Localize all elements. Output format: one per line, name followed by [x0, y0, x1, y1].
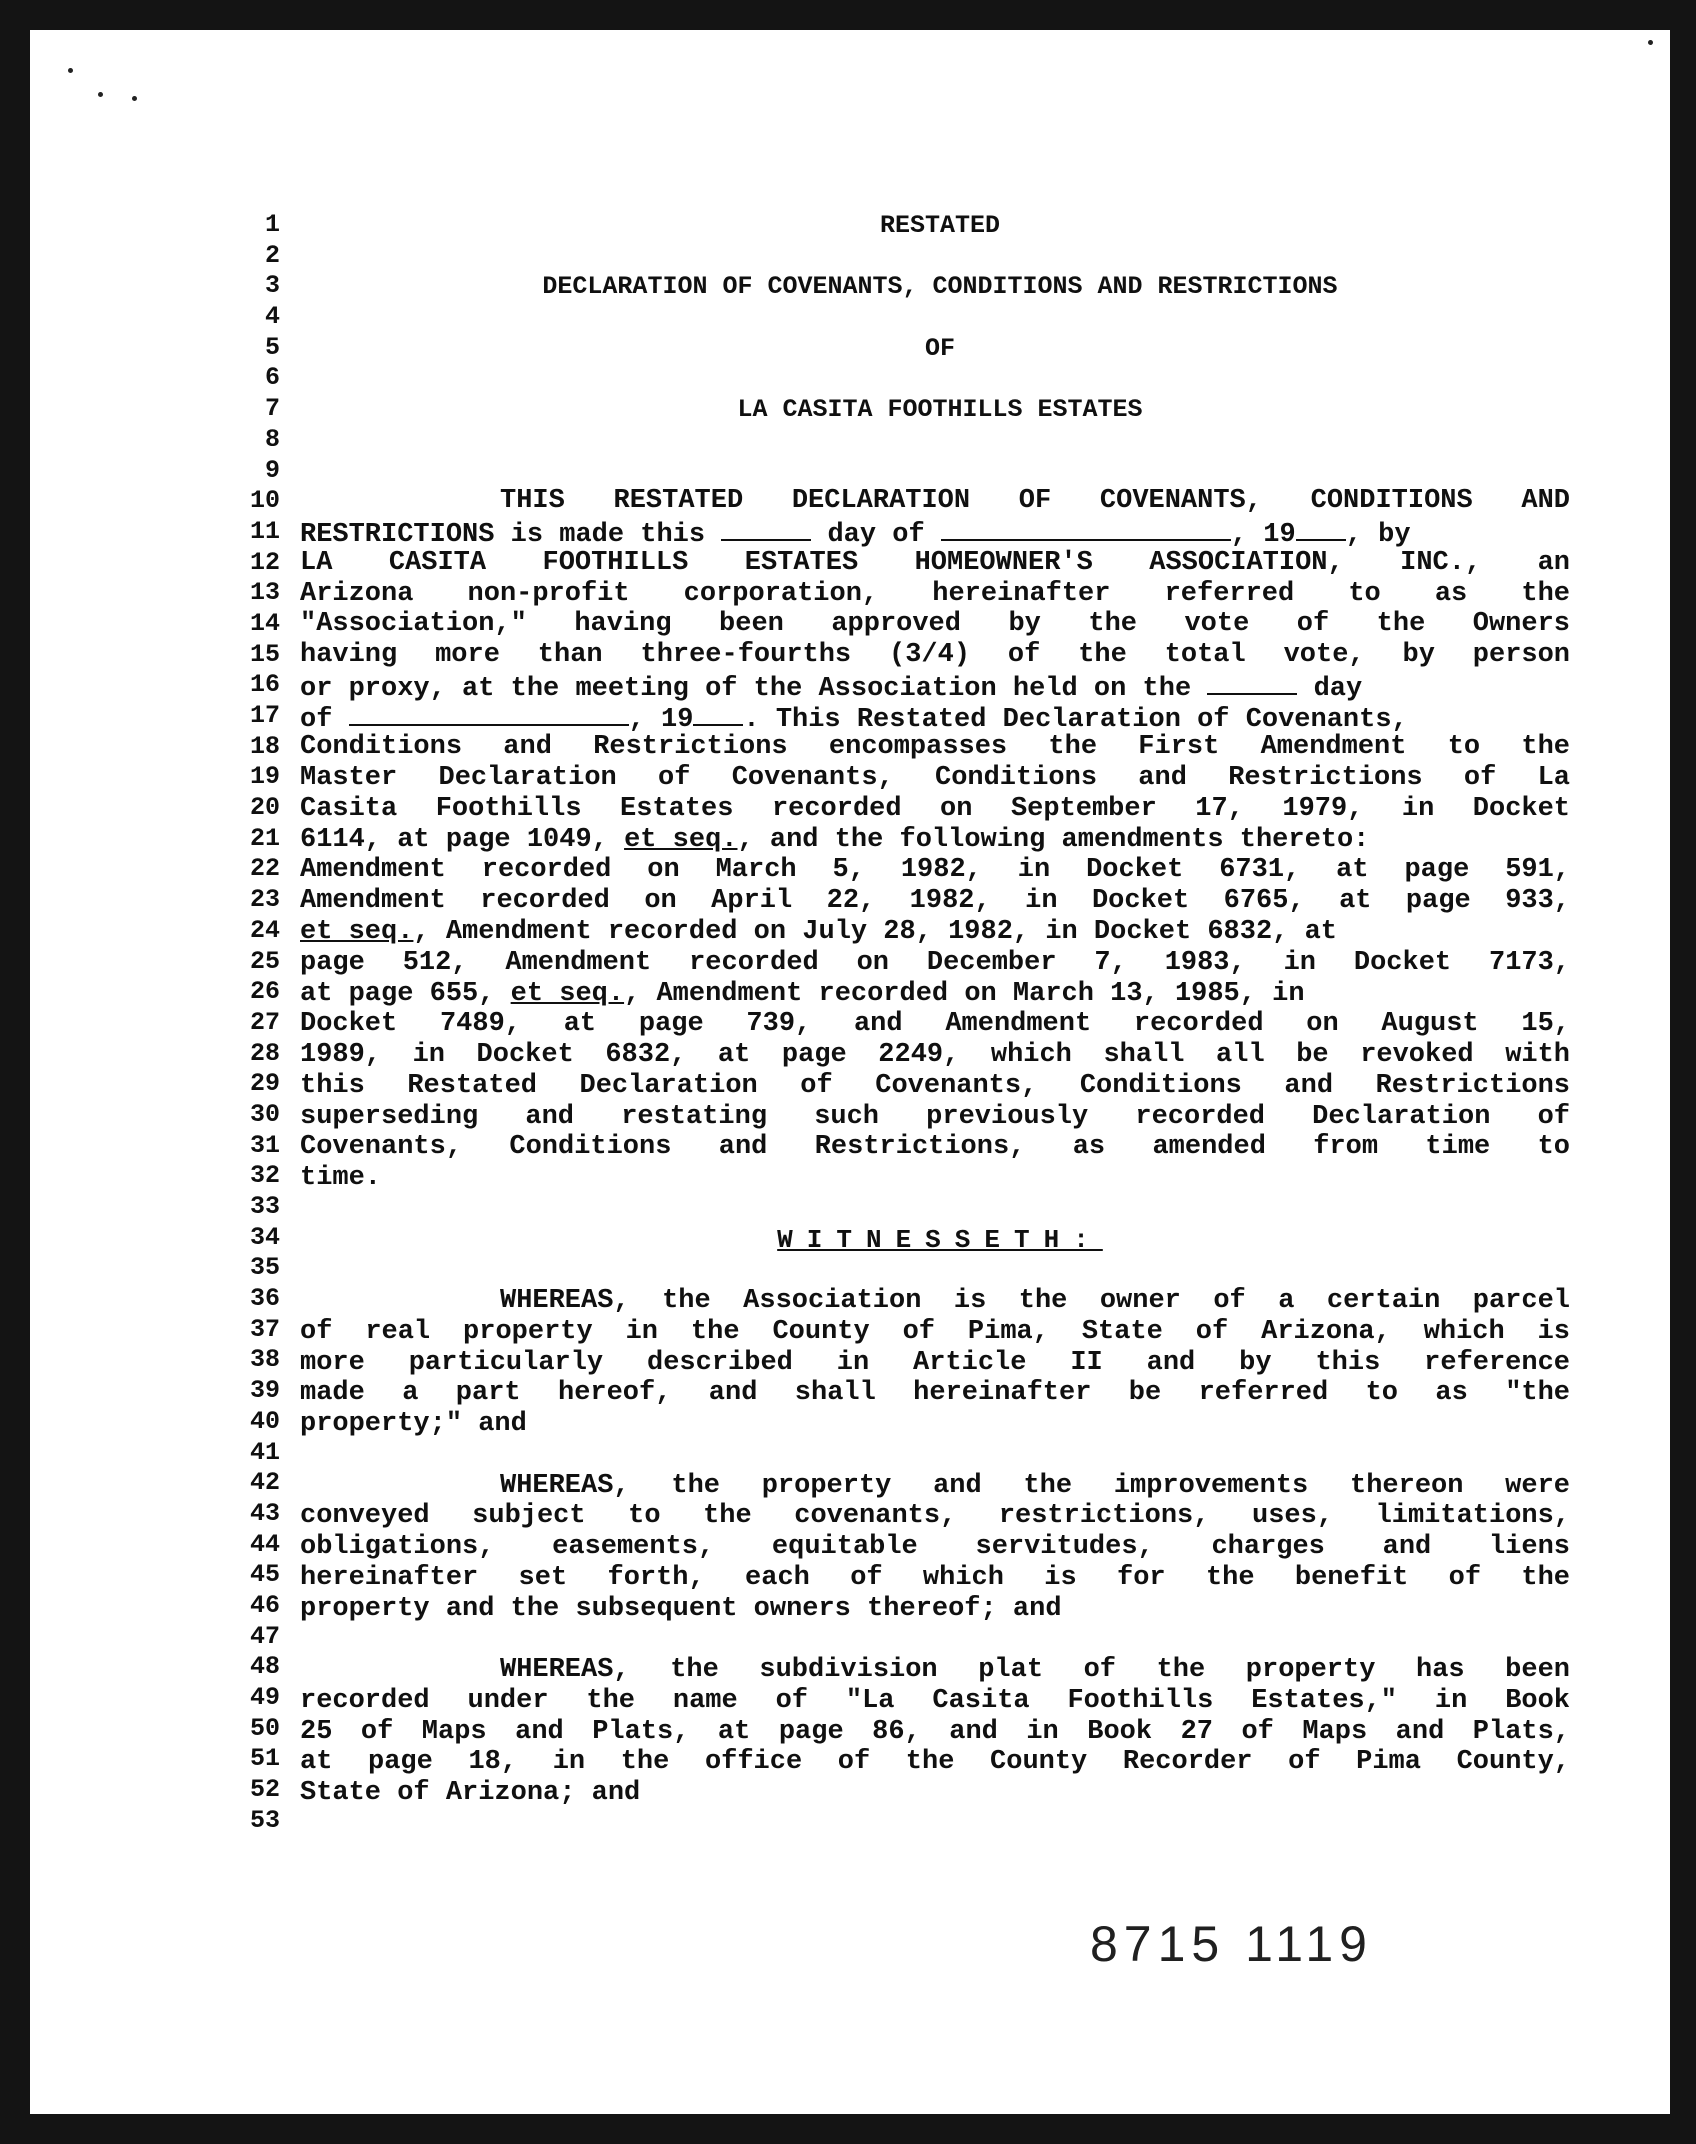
line-number: 7	[264, 394, 280, 424]
heading-restated: RESTATED	[879, 211, 1001, 240]
scan-speck	[68, 68, 73, 73]
line-number: 5	[264, 332, 280, 362]
line-number: 36	[249, 1284, 280, 1314]
body-line-44: obligations, easements, equitable servitudes, charges and liens	[300, 1532, 1570, 1562]
line-number: 26	[249, 977, 280, 1007]
blank-month	[941, 517, 1231, 541]
heading-declaration: DECLARATION OF COVENANTS, CONDITIONS AND RESTRICTIONS	[542, 272, 1338, 301]
body-text: , 19	[628, 705, 694, 735]
body-line-28: 1989, in Docket 6832, at page 2249, which shall all be revoked with	[300, 1040, 1570, 1070]
line-number: 47	[249, 1621, 280, 1651]
line-number: 34	[249, 1222, 280, 1252]
body-line-48: WHEREAS, the subdivision plat of the property has been	[500, 1655, 1570, 1685]
body-line-16	[300, 671, 1570, 702]
line-number: 51	[249, 1744, 280, 1774]
body-line-19: Master Declaration of Covenants, Conditions and Restrictions of La	[300, 763, 1570, 793]
body-line-40: property;" and	[300, 1409, 527, 1439]
body-line-27: Docket 7489, at page 739, and Amendment recorded on August 15,	[300, 1009, 1570, 1039]
line-number: 40	[249, 1406, 280, 1436]
body-line-43: conveyed subject to the covenants, restrictions, uses, limitations,	[300, 1501, 1570, 1531]
line-number: 53	[249, 1805, 280, 1835]
line-number: 31	[249, 1130, 280, 1160]
body-line-15: having more than three-fourths (3/4) of the total vote, by person	[300, 640, 1570, 670]
body-line-49: recorded under the name of "La Casita Foothills Estates," in Book	[300, 1686, 1570, 1716]
et-seq: et seq.	[624, 825, 738, 855]
scan-speck	[132, 96, 137, 101]
line-number: 39	[249, 1376, 280, 1406]
blank-meeting-month	[349, 702, 629, 726]
body-line-20: Casita Foothills Estates recorded on September 17, 1979, in Docket	[300, 794, 1570, 824]
line-number: 19	[249, 762, 280, 792]
line-number: 33	[249, 1192, 280, 1221]
line-number: 29	[249, 1069, 280, 1099]
body-line-46: property and the subsequent owners thereof; and	[300, 1594, 1062, 1624]
line-number: 14	[249, 608, 280, 638]
body-line-11	[300, 517, 1570, 548]
line-number: 52	[249, 1775, 280, 1805]
body-text: of	[300, 705, 333, 735]
line-number: 43	[249, 1498, 280, 1528]
blank-meeting-year	[693, 702, 743, 726]
heading-of: OF	[924, 334, 955, 363]
body-line-42: WHEREAS, the property and the improvements thereon were	[500, 1471, 1570, 1501]
line-number: 12	[249, 547, 280, 577]
line-number: 18	[249, 731, 280, 761]
body-text: or proxy, at the meeting of the Association held on the	[300, 674, 1192, 704]
body-text: , 19	[1230, 520, 1296, 550]
heading-estates: LA CASITA FOOTHILLS ESTATES	[737, 395, 1143, 424]
line-number: 32	[249, 1161, 280, 1191]
line-number: 17	[249, 701, 280, 730]
line-number: 30	[249, 1099, 280, 1129]
witnesseth-heading: WITNESSETH:	[777, 1225, 1103, 1255]
line-number: 49	[249, 1683, 280, 1712]
document-page	[30, 30, 1670, 2114]
line-number: 45	[249, 1560, 280, 1590]
body-line-30: superseding and restating such previously recorded Declaration of	[300, 1102, 1570, 1132]
body-text: day of	[827, 520, 925, 550]
body-line-29: this Restated Declaration of Covenants, Conditions and Restrictions	[300, 1071, 1570, 1101]
line-number-column	[228, 210, 280, 1836]
body-line-13: Arizona non-profit corporation, hereinafter referred to as the	[300, 579, 1570, 609]
body-line-51: at page 18, in the office of the County Recorder of Pima County,	[300, 1747, 1570, 1777]
body-line-38: more particularly described in Article II and by this reference	[300, 1348, 1570, 1378]
blank-day	[721, 517, 811, 541]
line-number: 2	[264, 240, 280, 270]
line-number: 4	[264, 302, 280, 332]
body-text: 6114, at page 1049,	[300, 825, 608, 855]
body-line-50: 25 of Maps and Plats, at page 86, and in Book 27 of Maps and Plats,	[300, 1717, 1570, 1747]
line-number: 10	[249, 486, 280, 516]
line-number: 50	[249, 1713, 280, 1743]
body-line-21	[300, 825, 1570, 856]
body-text: , by	[1345, 520, 1411, 550]
body-line-23: Amendment recorded on April 22, 1982, in Docket 6765, at page 933,	[300, 886, 1570, 916]
line-number: 15	[249, 639, 280, 669]
line-number: 20	[249, 793, 280, 823]
line-number: 44	[249, 1529, 280, 1559]
body-line-12: LA CASITA FOOTHILLS ESTATES HOMEOWNER'S ASSOCIATION, INC., an	[300, 548, 1570, 578]
scan-speck	[1648, 40, 1653, 45]
body-text: , and the following amendments thereto:	[737, 825, 1370, 855]
line-number: 38	[249, 1345, 280, 1375]
line-number: 25	[249, 946, 280, 976]
body-line-45: hereinafter set forth, each of which is for the benefit of the	[300, 1563, 1570, 1593]
docket-page-number: 8715 1119	[1090, 1916, 1373, 1972]
et-seq: et seq.	[300, 917, 414, 947]
line-number: 13	[249, 578, 280, 608]
body-line-52: State of Arizona; and	[300, 1778, 641, 1808]
body-text: , Amendment recorded on March 13, 1985, in	[624, 979, 1305, 1009]
et-seq: et seq.	[510, 979, 625, 1009]
body-line-24	[300, 917, 1570, 948]
body-line-31: Covenants, Conditions and Restrictions, as amended from time to	[300, 1132, 1570, 1162]
body-line-37: of real property in the County of Pima, State of Arizona, which is	[300, 1317, 1570, 1347]
line-number: 37	[249, 1314, 280, 1344]
body-text: day	[1313, 674, 1363, 704]
body-text: , Amendment recorded on July 28, 1982, in Docket 6832, at	[413, 917, 1337, 947]
line-number: 24	[249, 915, 280, 945]
scan-speck	[98, 92, 103, 97]
line-number: 46	[249, 1590, 280, 1620]
line-number: 28	[249, 1038, 280, 1068]
line-number: 21	[249, 823, 280, 853]
line-number: 3	[264, 271, 280, 301]
blank-year	[1296, 517, 1346, 541]
line-number: 35	[249, 1253, 280, 1283]
line-number: 8	[264, 424, 280, 454]
line-number: 9	[264, 455, 280, 485]
body-line-18: Conditions and Restrictions encompasses the First Amendment to the	[300, 732, 1570, 762]
body-line-32: time.	[300, 1163, 382, 1193]
line-number: 48	[249, 1652, 280, 1682]
body-line-26	[300, 979, 1570, 1010]
line-number: 6	[264, 363, 280, 393]
body-line-17	[300, 702, 1570, 733]
body-line-39: made a part hereof, and shall hereinafter be referred to as "the	[300, 1378, 1570, 1408]
body-text: . This Restated Declaration of Covenants,	[743, 705, 1408, 735]
line-number: 27	[249, 1007, 280, 1037]
line-number: 22	[249, 854, 280, 884]
line-number: 23	[249, 885, 280, 915]
body-text: RESTRICTIONS is made this	[300, 520, 706, 550]
body-line-25: page 512, Amendment recorded on December 7, 1983, in Docket 7173,	[300, 948, 1570, 978]
line-number: 41	[249, 1437, 280, 1467]
line-number: 11	[249, 516, 280, 546]
body-line-10: THIS RESTATED DECLARATION OF COVENANTS, CONDITIONS AND	[500, 486, 1570, 516]
body-line-14: "Association," having been approved by the vote of the Owners	[300, 609, 1570, 639]
line-number: 1	[264, 210, 280, 239]
line-number: 42	[249, 1468, 280, 1498]
line-number: 16	[249, 670, 280, 700]
body-line-36: WHEREAS, the Association is the owner of a certain parcel	[500, 1286, 1570, 1316]
body-text: at page 655,	[300, 979, 495, 1009]
body-line-22: Amendment recorded on March 5, 1982, in Docket 6731, at page 591,	[300, 855, 1570, 885]
blank-meeting-day	[1207, 671, 1297, 695]
